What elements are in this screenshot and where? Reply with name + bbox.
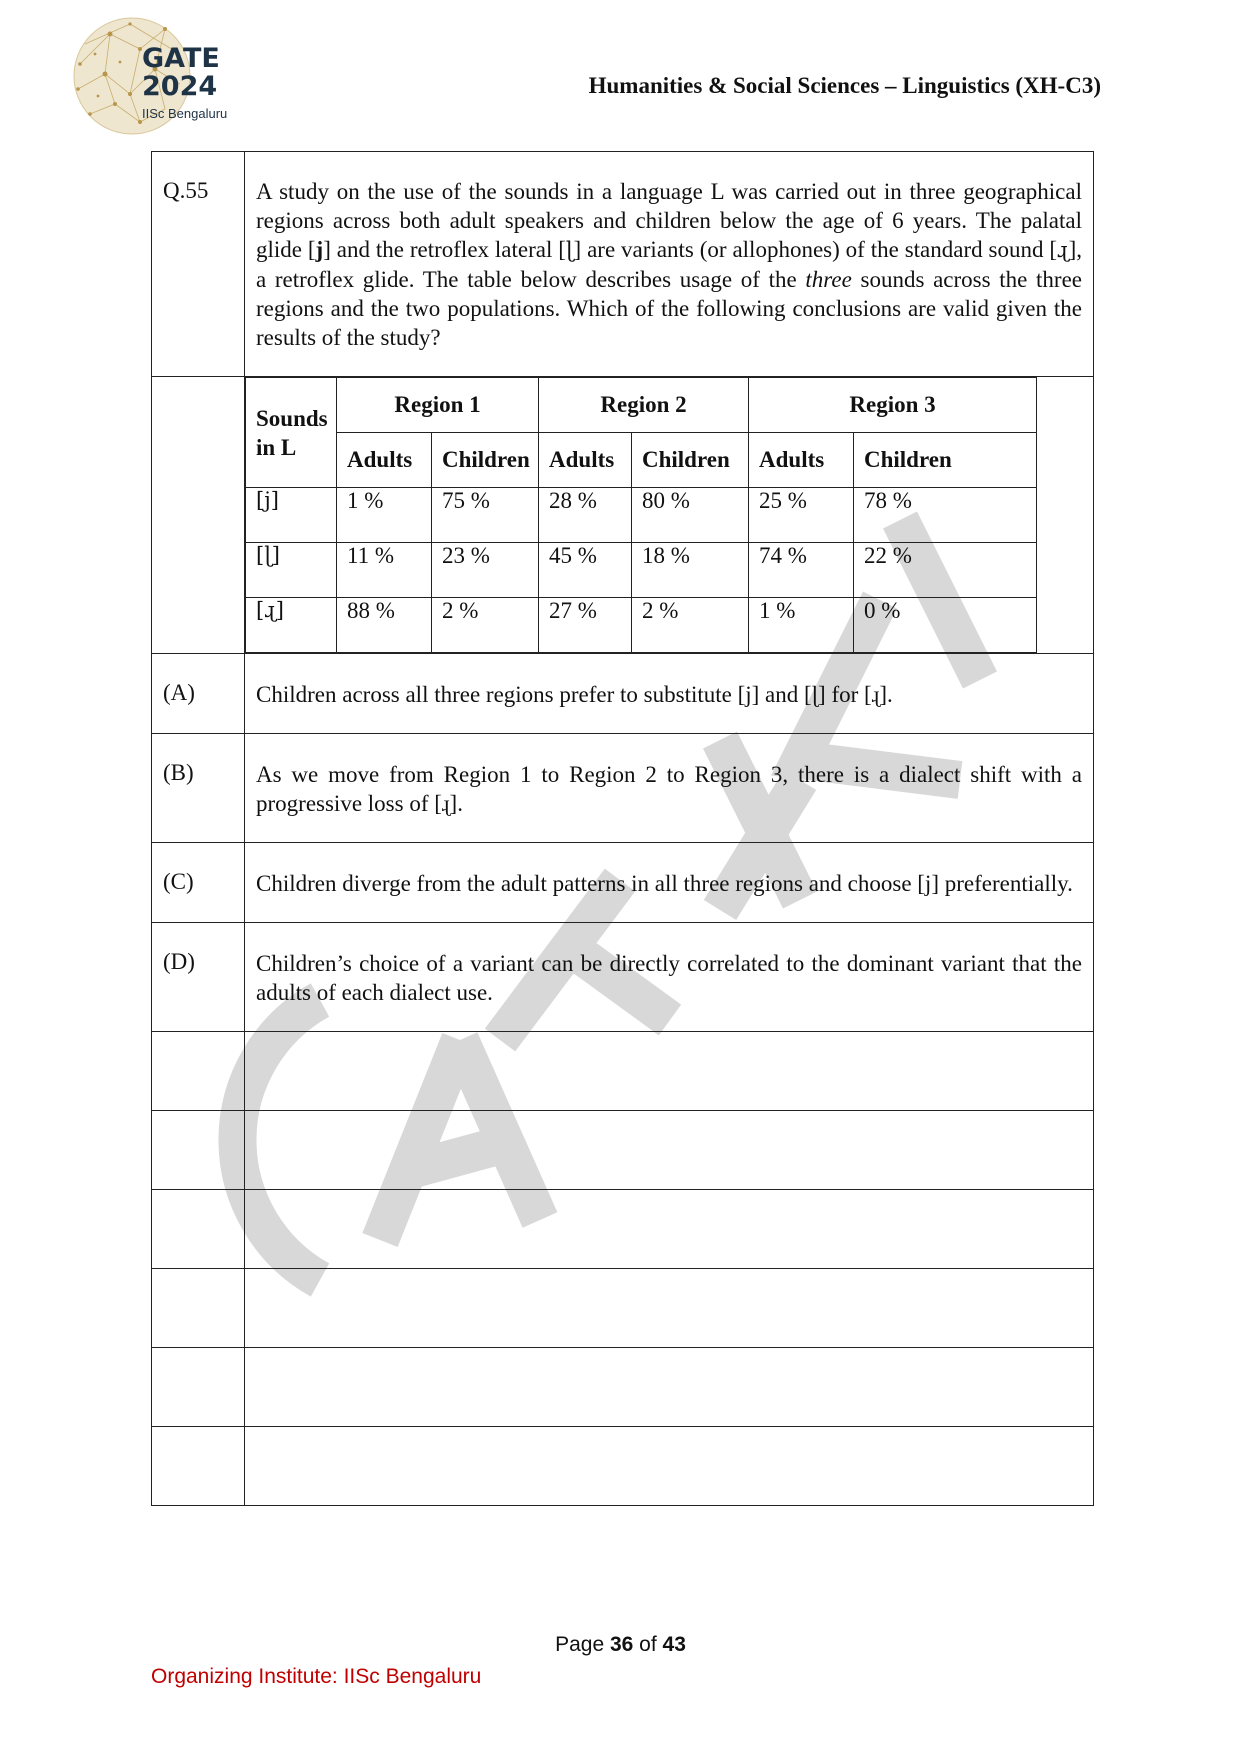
region-header: Region 1	[337, 378, 539, 433]
table-cell: 80 %	[632, 488, 749, 543]
table-cell: 11 %	[337, 543, 432, 598]
empty-row	[152, 1190, 1094, 1269]
table-cell: 74 %	[749, 543, 854, 598]
table-cell: 1 %	[749, 598, 854, 653]
question-number-cell	[152, 152, 245, 377]
question-table	[151, 151, 1094, 1506]
gate-logo	[70, 14, 240, 138]
sub-header: Children	[432, 433, 539, 488]
option-a-text: Children across all three regions prefer to substitute [j] and [ɭ] for [ɻ].	[256, 682, 893, 707]
table-cell: 22 %	[854, 543, 1037, 598]
organizing-institute: Organizing Institute: IISc Bengaluru	[151, 1665, 482, 1688]
option-b-text: As we move from Region 1 to Region 2 to Region 3, there is a dialect shift with a progressive loss of [ɻ].	[256, 762, 1082, 816]
paper-title: Humanities & Social Sciences – Linguistics (XH-C3)	[588, 73, 1101, 98]
table-cell: 2 %	[432, 598, 539, 653]
sub-header: Adults	[337, 433, 432, 488]
sound-symbol: [ɻ]	[246, 598, 337, 653]
sounds-header: Sounds in L	[246, 378, 337, 488]
data-table-cell	[245, 377, 1094, 654]
sound-symbol: [j]	[246, 488, 337, 543]
option-c-label: (C)	[163, 869, 194, 894]
option-a-label: (A)	[163, 680, 195, 705]
question-text: A study on the use of the sounds in a language L was carried out in three geographical regions across both adult speakers and children below the age of 6 years. The palatal glide [j] and the retroflex lateral [ɭ] are variants (or allophones) of the standard sound [ɻ], a retroflex glide. The table below describes usage of the three sounds across the three regions and the two populations. Which of the following conclusions are valid given the results of the study?	[256, 179, 1082, 350]
table-cell: 1 %	[337, 488, 432, 543]
table-cell: 0 %	[854, 598, 1037, 653]
option-c-text: Children diverge from the adult patterns in all three regions and choose [j] preferentially.	[256, 871, 1073, 896]
option-d-label: (D)	[163, 949, 195, 974]
option-d-row	[152, 923, 1094, 1032]
sub-header: Children	[854, 433, 1037, 488]
logo-title: GATE	[142, 43, 220, 74]
table-cell: 28 %	[539, 488, 632, 543]
option-a-row	[152, 654, 1094, 734]
table-cell: 45 %	[539, 543, 632, 598]
table-cell: 88 %	[337, 598, 432, 653]
table-cell: 18 %	[632, 543, 749, 598]
region-header: Region 3	[749, 378, 1037, 433]
table-cell: 75 %	[432, 488, 539, 543]
table-cell: 25 %	[749, 488, 854, 543]
question-text-cell	[245, 152, 1094, 377]
table-row	[246, 488, 1037, 543]
sub-header: Adults	[539, 433, 632, 488]
sound-usage-table	[245, 377, 1037, 653]
table-cell: 27 %	[539, 598, 632, 653]
question-number: Q.55	[163, 178, 209, 203]
empty-row	[152, 1111, 1094, 1190]
page-number: Page 36 of 43	[555, 1633, 686, 1656]
table-cell: 78 %	[854, 488, 1037, 543]
sub-header: Children	[632, 433, 749, 488]
logo-year: 2024	[142, 71, 218, 102]
empty-row	[152, 1427, 1094, 1506]
table-row	[246, 543, 1037, 598]
table-row	[246, 598, 1037, 653]
option-d-text: Children’s choice of a variant can be directly correlated to the dominant variant that the adults of each dialect use.	[256, 951, 1082, 1005]
option-b-row	[152, 734, 1094, 843]
option-c-row	[152, 843, 1094, 923]
table-cell: 23 %	[432, 543, 539, 598]
region-header: Region 2	[539, 378, 749, 433]
table-cell: 2 %	[632, 598, 749, 653]
sub-header: Adults	[749, 433, 854, 488]
option-b-label: (B)	[163, 760, 194, 785]
empty-row	[152, 1269, 1094, 1348]
empty-row	[152, 1348, 1094, 1427]
logo-subtitle: IISc Bengaluru	[142, 106, 228, 121]
sound-symbol: [ɭ]	[246, 543, 337, 598]
empty-row	[152, 1032, 1094, 1111]
